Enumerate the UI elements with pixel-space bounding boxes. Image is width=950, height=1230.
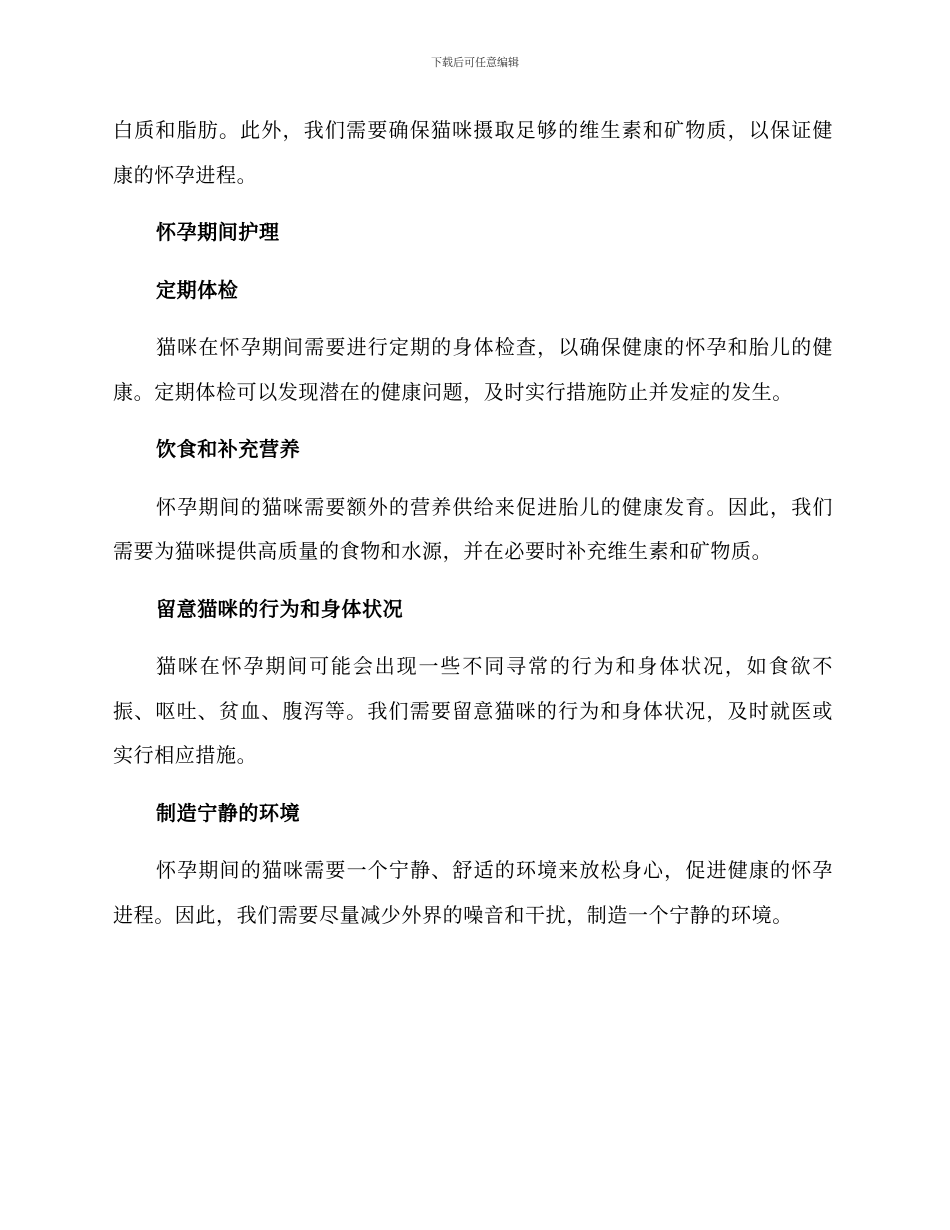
subsection-paragraph-nutrition: 怀孕期间的猫咪需要额外的营养供给来促进胎儿的健康发育。因此，我们需要为猫咪提供高质量的食物和水源，并在必要时补充维生素和矿物质。 [113,494,833,563]
section-title: 怀孕期间护理 [156,220,280,244]
subsection-heading-behavior: 留意猫咪的行为和身体状况 [156,596,404,621]
subsection-heading-nutrition: 饮食和补充营养 [156,437,301,461]
subsection-paragraph-behavior: 猫咪在怀孕期间可能会出现一些不同寻常的行为和身体状况，如食欲不振、呕吐、贫血、腹泻等。我们需要留意猫咪的行为和身体状况，及时就医或实行相应措施。 [113,654,833,767]
subsection-heading-environment: 制造宁静的环境 [156,800,301,825]
subsection-paragraph-checkup: 猫咪在怀孕期间需要进行定期的身体检查，以确保健康的怀孕和胎儿的健康。定期体检可以发现潜在的健康问题，及时实行措施防止并发症的发生。 [113,335,833,404]
subsection-paragraph-environment: 怀孕期间的猫咪需要一个宁静、舒适的环境来放松身心，促进健康的怀孕进程。因此，我们需要尽量减少外界的噪音和干扰，制造一个宁静的环境。 [113,858,833,927]
document-body [113,108,833,950]
subsection-heading-checkup: 定期体检 [156,277,239,302]
page-header-note: 下载后可任意编辑 [431,56,519,69]
intro-paragraph: 白质和脂肪。此外，我们需要确保猫咪摄取足够的维生素和矿物质，以保证健康的怀孕进程。 [113,118,833,187]
